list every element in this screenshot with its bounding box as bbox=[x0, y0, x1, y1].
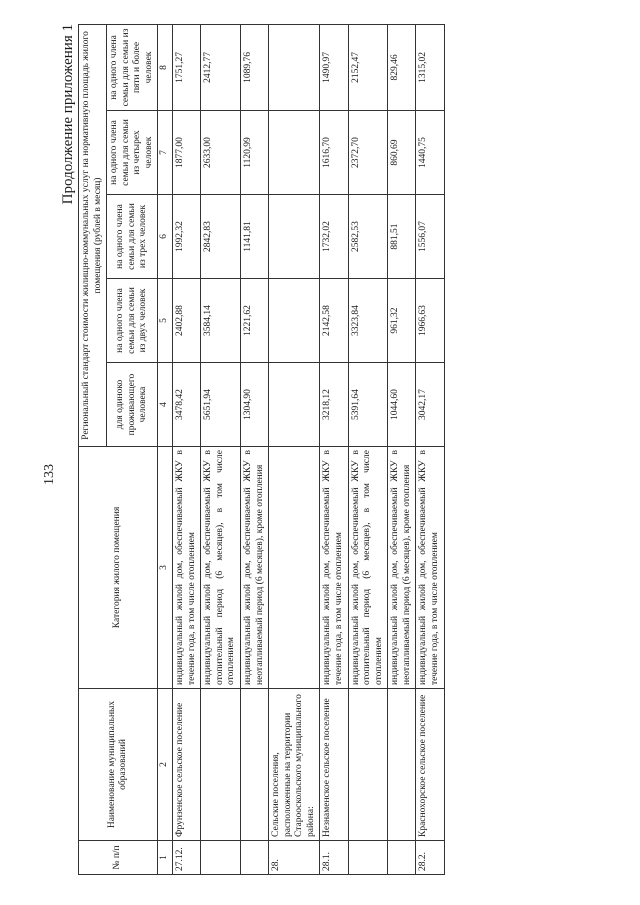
column-number: 8 bbox=[158, 24, 173, 110]
value-family-4 bbox=[269, 111, 320, 195]
municipality-name: Краснохорское сельское поселение bbox=[416, 689, 444, 841]
value-family-5: 1315,02 bbox=[416, 24, 444, 110]
municipality-name bbox=[201, 689, 241, 841]
column-number: 6 bbox=[158, 195, 173, 279]
municipality-name: Сельские поселения, расположенные на территории Старооскольского муниципального района: bbox=[269, 689, 320, 841]
value-family-4: 1877,00 bbox=[173, 111, 201, 195]
row-number: 28. bbox=[269, 841, 320, 875]
tariff-table bbox=[78, 24, 445, 875]
row-number: 28.2. bbox=[416, 841, 444, 875]
value-family-3: 2842,83 bbox=[201, 195, 241, 279]
row-number bbox=[201, 841, 241, 875]
value-family-3 bbox=[269, 195, 320, 279]
header-col-family-2: на одного члена семьи для семьи из двух человек bbox=[107, 279, 158, 363]
column-number-row bbox=[158, 24, 173, 874]
housing-category: индивидуальный жилой дом, обеспечиваемый ЖКУ в отопительный период (6 месяцев), в том числе отоплением bbox=[348, 447, 388, 689]
value-family-3: 1732,02 bbox=[320, 195, 348, 279]
value-family-4: 860,69 bbox=[388, 111, 416, 195]
header-col-single: для одиноко проживающего человека bbox=[107, 363, 158, 447]
value-single: 1304,90 bbox=[240, 363, 268, 447]
municipality-name bbox=[348, 689, 388, 841]
column-number: 3 bbox=[158, 447, 173, 689]
municipality-name bbox=[240, 689, 268, 841]
value-family-4: 1616,70 bbox=[320, 111, 348, 195]
value-single: 5391,64 bbox=[348, 363, 388, 447]
header-col-family-5: на одного члена семьи для семьи из пяти и более человек bbox=[107, 24, 158, 110]
municipality-name bbox=[388, 689, 416, 841]
column-number: 1 bbox=[158, 841, 173, 875]
column-number: 7 bbox=[158, 111, 173, 195]
value-family-5: 1751,27 bbox=[173, 24, 201, 110]
housing-category: индивидуальный жилой дом, обеспечиваемый ЖКУ в течение года, в том числе отоплением bbox=[320, 447, 348, 689]
table-row bbox=[348, 24, 388, 874]
value-family-3: 881,51 bbox=[388, 195, 416, 279]
housing-category: индивидуальный жилой дом, обеспечиваемый ЖКУ в неотапливаемый период (6 месяцев), кроме отопления bbox=[240, 447, 268, 689]
column-number: 5 bbox=[158, 279, 173, 363]
value-family-2: 2402,88 bbox=[173, 279, 201, 363]
header-regional-standard: Региональный стандарт стоимости жилищно-коммунальных услуг на нормативную площадь жилого помещения (рублей в месяц) bbox=[79, 24, 107, 446]
value-single: 1044,60 bbox=[388, 363, 416, 447]
value-single: 3218,12 bbox=[320, 363, 348, 447]
table-row bbox=[173, 24, 201, 874]
continuation-title: Продолжение приложения 1 bbox=[60, 24, 76, 205]
housing-category bbox=[269, 447, 320, 689]
housing-category: индивидуальный жилой дом, обеспечиваемый ЖКУ в отопительный период (6 месяцев), в том числе отоплением bbox=[201, 447, 241, 689]
table-row bbox=[320, 24, 348, 874]
page-number: 133 bbox=[42, 464, 57, 485]
municipality-name: Фрунзенское сельское поселение bbox=[173, 689, 201, 841]
table-row bbox=[388, 24, 416, 874]
value-family-4: 2633,00 bbox=[201, 111, 241, 195]
value-family-3: 1992,32 bbox=[173, 195, 201, 279]
value-family-2: 3323,84 bbox=[348, 279, 388, 363]
value-family-5 bbox=[269, 24, 320, 110]
table-row bbox=[240, 24, 268, 874]
table-row bbox=[269, 24, 320, 874]
value-single: 3478,42 bbox=[173, 363, 201, 447]
municipality-name: Незнаменское сельское поселение bbox=[320, 689, 348, 841]
header-no: № п/п bbox=[79, 841, 158, 875]
value-family-5: 2152,47 bbox=[348, 24, 388, 110]
value-single bbox=[269, 363, 320, 447]
value-family-4: 1440,75 bbox=[416, 111, 444, 195]
column-number: 4 bbox=[158, 363, 173, 447]
value-family-5: 2412,77 bbox=[201, 24, 241, 110]
value-family-5: 1089,76 bbox=[240, 24, 268, 110]
column-number: 2 bbox=[158, 689, 173, 841]
housing-category: индивидуальный жилой дом, обеспечиваемый ЖКУ в течение года, в том числе отоплением bbox=[416, 447, 444, 689]
value-family-2: 1221,62 bbox=[240, 279, 268, 363]
row-number: 27.12. bbox=[173, 841, 201, 875]
value-family-3: 1141,81 bbox=[240, 195, 268, 279]
value-family-4: 1120,99 bbox=[240, 111, 268, 195]
value-single: 5651,94 bbox=[201, 363, 241, 447]
value-family-3: 1556,07 bbox=[416, 195, 444, 279]
value-family-5: 1490,97 bbox=[320, 24, 348, 110]
value-family-5: 829,46 bbox=[388, 24, 416, 110]
row-number bbox=[240, 841, 268, 875]
header-category: Категория жилого помещения bbox=[79, 447, 158, 689]
value-family-2: 1966,63 bbox=[416, 279, 444, 363]
header-municipality: Наименование муниципальных образований bbox=[79, 689, 158, 841]
row-number: 28.1. bbox=[320, 841, 348, 875]
value-family-2: 2142,58 bbox=[320, 279, 348, 363]
housing-category: индивидуальный жилой дом, обеспечиваемый ЖКУ в неотапливаемый период (6 месяцев), кроме отопления bbox=[388, 447, 416, 689]
table-row bbox=[416, 24, 444, 874]
value-family-3: 2582,53 bbox=[348, 195, 388, 279]
value-single: 3042,17 bbox=[416, 363, 444, 447]
header-col-family-3: на одного члена семьи для семьи из трех человек bbox=[107, 195, 158, 279]
table-row bbox=[201, 24, 241, 874]
row-number bbox=[348, 841, 388, 875]
value-family-2: 3584,14 bbox=[201, 279, 241, 363]
value-family-4: 2372,70 bbox=[348, 111, 388, 195]
header-col-family-4: на одного члена семьи для семьи из четырех человек bbox=[107, 111, 158, 195]
value-family-2: 961,32 bbox=[388, 279, 416, 363]
row-number bbox=[388, 841, 416, 875]
value-family-2 bbox=[269, 279, 320, 363]
housing-category: индивидуальный жилой дом, обеспечиваемый ЖКУ в течение года, в том числе отоплением bbox=[173, 447, 201, 689]
